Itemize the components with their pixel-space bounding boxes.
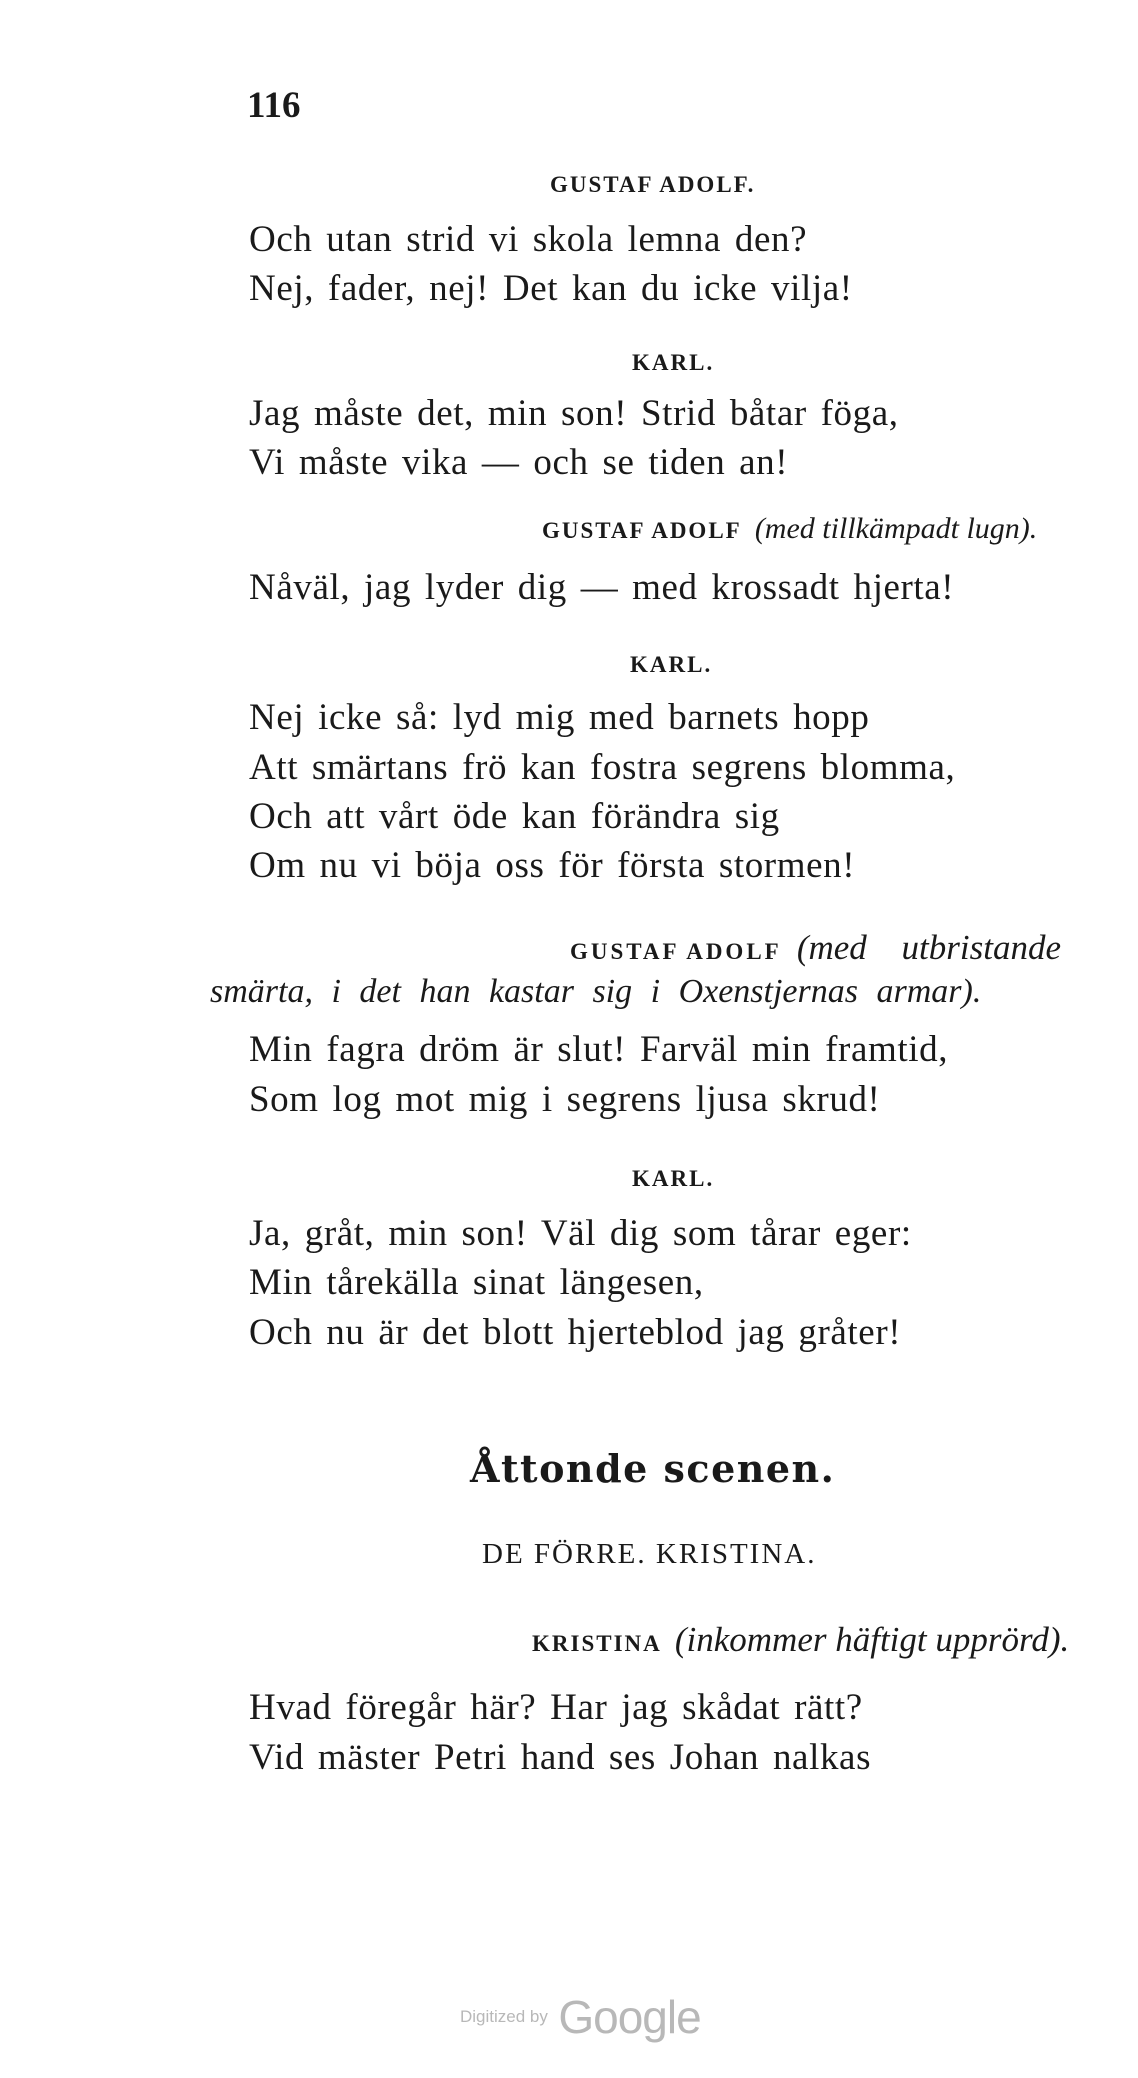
speaker-heading bbox=[532, 1620, 1069, 1660]
speaker-label: GUSTAF ADOLF bbox=[542, 518, 742, 543]
scene-heading: Åttonde scenen. bbox=[470, 1446, 836, 1491]
dramatis-personae: DE FÖRRE. KRISTINA. bbox=[482, 1538, 817, 1570]
verse-line: Min tårekälla sinat längesen, bbox=[249, 1262, 704, 1303]
verse-line: Och nu är det blott hjerteblod jag gråter! bbox=[249, 1312, 902, 1353]
speaker-label: KARL. bbox=[632, 350, 715, 375]
page-number: 116 bbox=[247, 85, 301, 126]
verse-line: Ja, gråt, min son! Väl dig som tårar eger: bbox=[249, 1213, 912, 1254]
verse-line: Vi måste vika — och se tiden an! bbox=[249, 442, 789, 483]
stage-direction: (med utbristande bbox=[796, 928, 1061, 967]
speaker-heading bbox=[570, 928, 1061, 968]
speaker-heading bbox=[542, 512, 1037, 546]
verse-line: Min fagra dröm är slut! Farväl min framtid, bbox=[249, 1029, 949, 1070]
stage-direction: (med tillkämpadt lugn). bbox=[754, 512, 1038, 545]
speaker-label: KARL. bbox=[630, 652, 713, 677]
speaker-label: GUSTAF ADOLF bbox=[570, 939, 782, 964]
verse-line: Jag måste det, min son! Strid båtar föga, bbox=[249, 393, 899, 434]
verse-line: Vid mäster Petri hand ses Johan nalkas bbox=[249, 1737, 872, 1778]
speaker-label: KARL. bbox=[632, 1166, 715, 1191]
verse-line: Och att vårt öde kan förändra sig bbox=[249, 796, 780, 837]
watermark-brand: Google bbox=[558, 1991, 701, 2043]
stage-direction: (inkommer häftigt upprörd). bbox=[674, 1620, 1070, 1659]
verse-line: Nej, fader, nej! Det kan du icke vilja! bbox=[249, 268, 853, 309]
verse-line: Att smärtans frö kan fostra segrens blomma, bbox=[249, 747, 956, 788]
verse-line: Som log mot mig i segrens ljusa skrud! bbox=[249, 1079, 881, 1120]
verse-line: Nåväl, jag lyder dig — med krossadt hjerta! bbox=[249, 567, 955, 608]
stage-direction-continuation: smärta, i det han kastar sig i Oxenstjernas armar). bbox=[210, 973, 982, 1010]
watermark-prefix: Digitized by bbox=[460, 2007, 548, 2026]
verse-line: Om nu vi böja oss för första stormen! bbox=[249, 845, 856, 886]
speaker-label: GUSTAF ADOLF. bbox=[550, 172, 756, 197]
digitized-watermark bbox=[460, 1990, 701, 2044]
verse-line: Och utan strid vi skola lemna den? bbox=[249, 219, 808, 260]
verse-line: Nej icke så: lyd mig med barnets hopp bbox=[249, 697, 870, 738]
speaker-label: KRISTINA bbox=[532, 1631, 662, 1656]
verse-line: Hvad föregår här? Har jag skådat rätt? bbox=[249, 1687, 863, 1728]
